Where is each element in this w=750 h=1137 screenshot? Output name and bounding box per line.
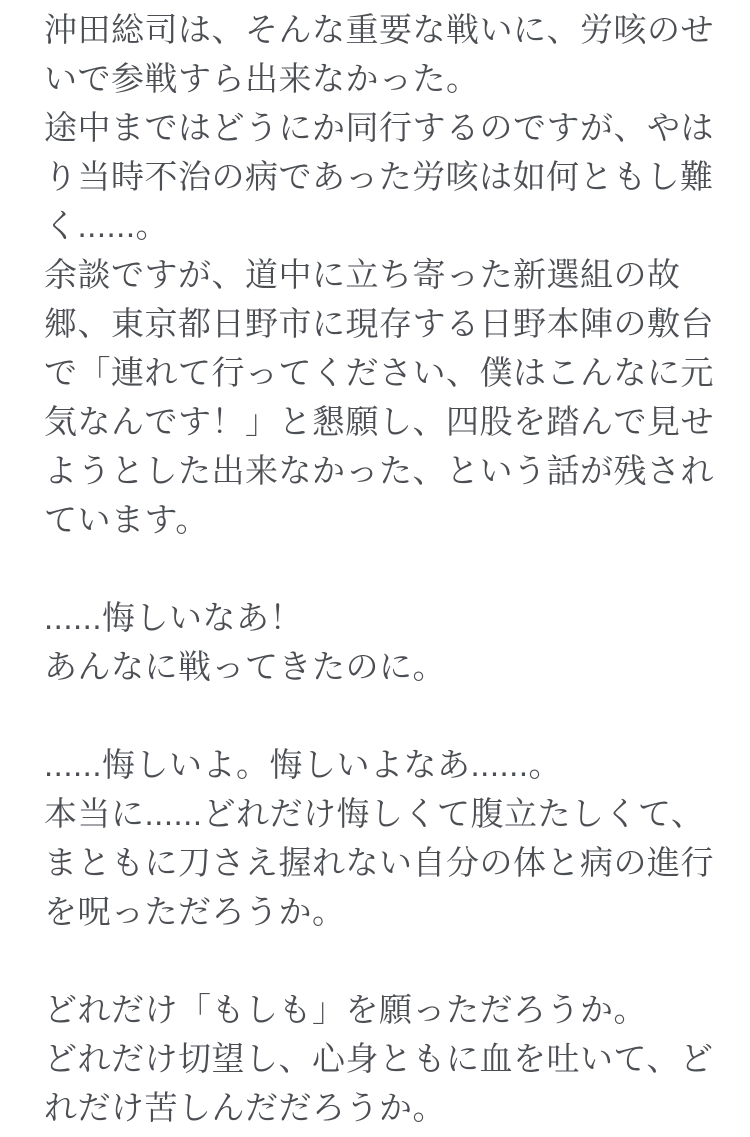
text-line: どれだけ切望し、心身ともに血を吐いて、ど — [44, 1040, 714, 1077]
text-line: れだけ苦しんだだろうか。 — [44, 1089, 446, 1126]
text-line: 本当に......どれだけ悔しくて腹立たしくて、 — [44, 795, 705, 832]
text-line: を呪っただろうか。 — [44, 893, 346, 930]
text-line: り当時不治の病であった労咳は如何ともし難 — [44, 158, 714, 195]
text-line: 余談ですが、道中に立ち寄った新選組の故 — [44, 256, 681, 293]
blank-line — [44, 544, 710, 593]
text-line: 郷、東京都日野市に現存する日野本陣の敷台 — [44, 305, 714, 342]
text-line: で「連れて行ってください、僕はこんなに元 — [44, 354, 714, 391]
text-line: いで参戦すら出来なかった。 — [44, 60, 480, 97]
text-line: ......悔しいよ。悔しいよなあ......。 — [44, 746, 563, 783]
text-line: まともに刀さえ握れない自分の体と病の進行 — [44, 844, 714, 881]
text-line: ています。 — [44, 501, 209, 538]
text-line: 気なんです！」と懇願し、四股を踏んで見せ — [44, 403, 714, 440]
text-line: ......悔しいなあ！ — [44, 599, 304, 636]
blank-line — [44, 691, 710, 740]
text-line: 途中まではどうにか同行するのですが、やは — [44, 109, 714, 146]
text-line: く......。 — [44, 207, 170, 244]
blank-line — [44, 936, 710, 985]
text-line: どれだけ「もしも」を願っただろうか。 — [44, 991, 647, 1028]
text-line: 沖田総司は、そんな重要な戦いに、労咳のせ — [44, 11, 714, 48]
text-line: あんなに戦ってきたのに。 — [44, 648, 446, 685]
text-line: ようとした出来なかった、という話が残され — [44, 452, 714, 489]
